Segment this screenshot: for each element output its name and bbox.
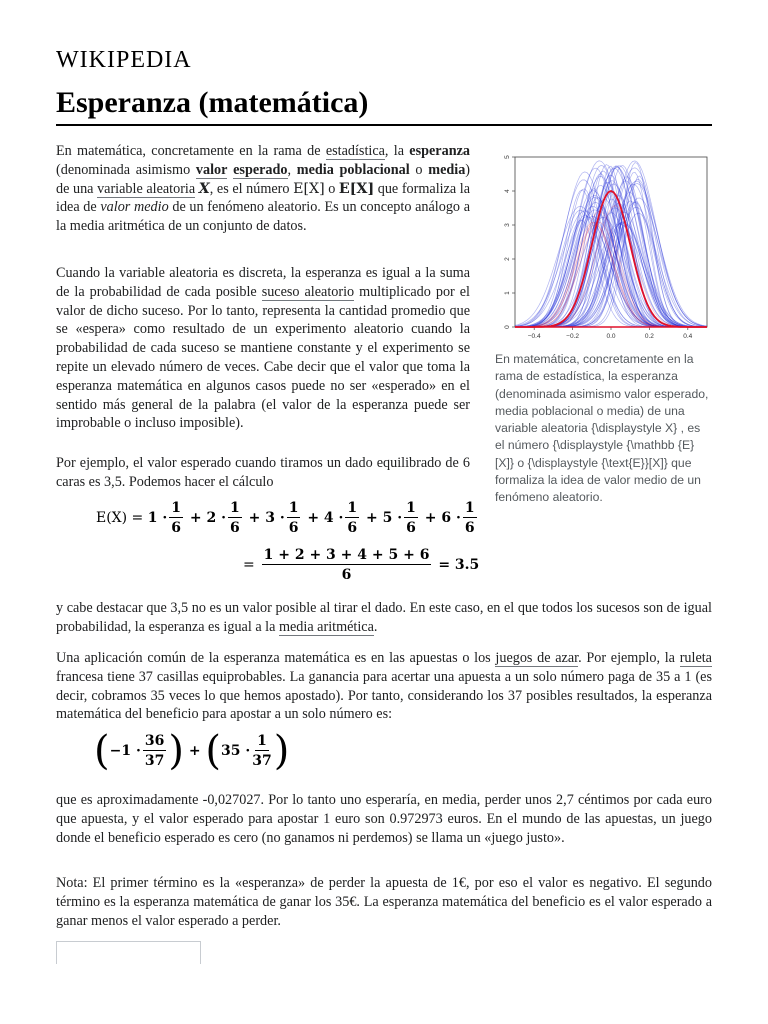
curves-chart [493, 147, 711, 347]
table-stub [56, 941, 201, 964]
math-ex1: E[X] [293, 180, 325, 197]
figure-caption: En matemática, concretamente en la rama de estadística, la esperanza (denominada asimismo valor esperado, media poblacional o media) de una variable aleatoria {\displaystyle X} , es el número {\displaystyle {\mathbb {E} [X]} o {\displaystyle {\text{E}}[X]} que formaliza la idea de valor medio de un fenómeno aleatorio. [495, 352, 709, 505]
paragraph-dice-note: y cabe destacar que 3,5 no es un valor posible al tirar el dado. En este caso, en el que todos los sucesos son de igual probabilidad, la esperanza es igual a la media aritmética. [56, 600, 712, 635]
link-juegos-de-azar[interactable]: juegos de azar [495, 650, 579, 666]
formula-dice-line1: E(X) = 1 · $\frac{1}{6}$ + 2 · $\frac{1}{6}$ + 3 · $\frac{1}{6}$ + 4 · $\frac{1}{6}$ + 5 · $\frac{1}{6}$ + 6 · $\frac{1}{6}$ [96, 500, 475, 536]
link-ruleta[interactable]: ruleta [679, 650, 712, 666]
x-tick-label: 0.4 [683, 333, 693, 340]
link-variable-aleatoria[interactable]: variable aleatoria [97, 180, 196, 197]
paragraph-dice-example: Por ejemplo, el valor esperado cuando tiramos un dado equilibrado de 6 caras es 3,5. Podemos hacer el cálculo [56, 455, 470, 490]
y-tick-label: 3 [504, 223, 511, 227]
y-tick-label: 0 [504, 325, 511, 329]
y-tick-label: 1 [504, 291, 511, 295]
math-ex2: E[X] [338, 180, 375, 197]
page-title: Esperanza (matemática) [56, 86, 369, 119]
paragraph-note: Nota: El primer término es la «esperanza» de perder la apuesta de 1€, por eso el valor es negativo. El segundo término es la esperanza matemática de ganar los 35€. La esperanza matemática del beneficio es el valor esperado a ganar menos el valor esperado a perder. [56, 875, 712, 929]
y-tick-label: 5 [504, 155, 511, 159]
paragraph-roulette-result: que es aproximadamente -0,027027. Por lo tanto uno esperaría, en media, perder unos 2,7 céntimos por cada euro que apuesta, y el valor esperado para apostar 1 euro son 0.972973 euros. En el mundo de las apuestas, un juego donde el beneficio esperado es cero (no ganamos ni perdemos) se llama un «juego justo». [56, 792, 712, 846]
paragraph-discrete: Cuando la variable aleatoria es discreta, la esperanza es igual a la suma de la probabilidad de cada posible suceso aleatorio multiplicado por el valor de dicho suceso. Por lo tanto, representa la cantidad promedio que se «espera» como resultado de un experimento aleatorio cuando la probabilidad de cada suceso se mantiene constante y el experimento se repite un elevado número de veces. Cabe decir que el valor que toma la esperanza matemática en algunos casos puede no ser «esperado» en el sentido más general de la palabra (el valor de la esperanza puede ser improbable o incluso imposible). [56, 265, 470, 432]
figure-normal-curves [493, 147, 711, 347]
y-tick-label: 2 [504, 257, 511, 261]
x-tick-label: −0.4 [527, 333, 541, 340]
formula-dice-line2: = $\frac{1 + 2 + 3 + 4 + 5 + 6}{6}$ = 3.5 [243, 547, 480, 583]
intro-paragraph: En matemática, concretamente en la rama de estadística, la esperanza (denominada asimismo valor esperado, media poblacional o media) de una variable aleatoria X, es el número E[X] o E[X] que formaliza la idea de valor medio de un fenómeno aleatorio. Es un concepto análogo a la media aritmética de un conjunto de datos. [56, 143, 471, 235]
link-esperado[interactable]: esperado [233, 161, 288, 178]
link-estadistica[interactable]: estadística [325, 143, 385, 159]
x-tick-label: 0.2 [644, 333, 654, 340]
wikipedia-wordmark[interactable]: WIKIPEDIA [56, 47, 192, 73]
paragraph-roulette: Una aplicación común de la esperanza matemática es en las apuestas o los juegos de azar. Por ejemplo, la ruleta francesa tiene 37 casillas equiprobables. La ganancia para acertar una apuesta a un solo número paga de 35 a 1 (es decir, cobramos 35 veces lo que hemos apostado). Por tanto, considerando los 37 posibles resultados, la esperanza matemática del beneficio para apostar a un solo número es: [56, 650, 712, 723]
y-tick-label: 4 [504, 189, 511, 193]
x-tick-label: −0.2 [566, 333, 580, 340]
link-media-aritmetica[interactable]: media aritmética [278, 618, 374, 635]
x-tick-label: 0.0 [606, 333, 616, 340]
math-x: X [198, 180, 210, 197]
link-valor[interactable]: valor [195, 161, 228, 178]
title-divider [56, 124, 712, 126]
formula-roulette: (−1 · $\frac{36}{37}$ ) + (35 · $\frac{1}{37}$ ) [94, 728, 290, 774]
link-suceso-aleatorio[interactable]: suceso aleatorio [261, 283, 355, 300]
